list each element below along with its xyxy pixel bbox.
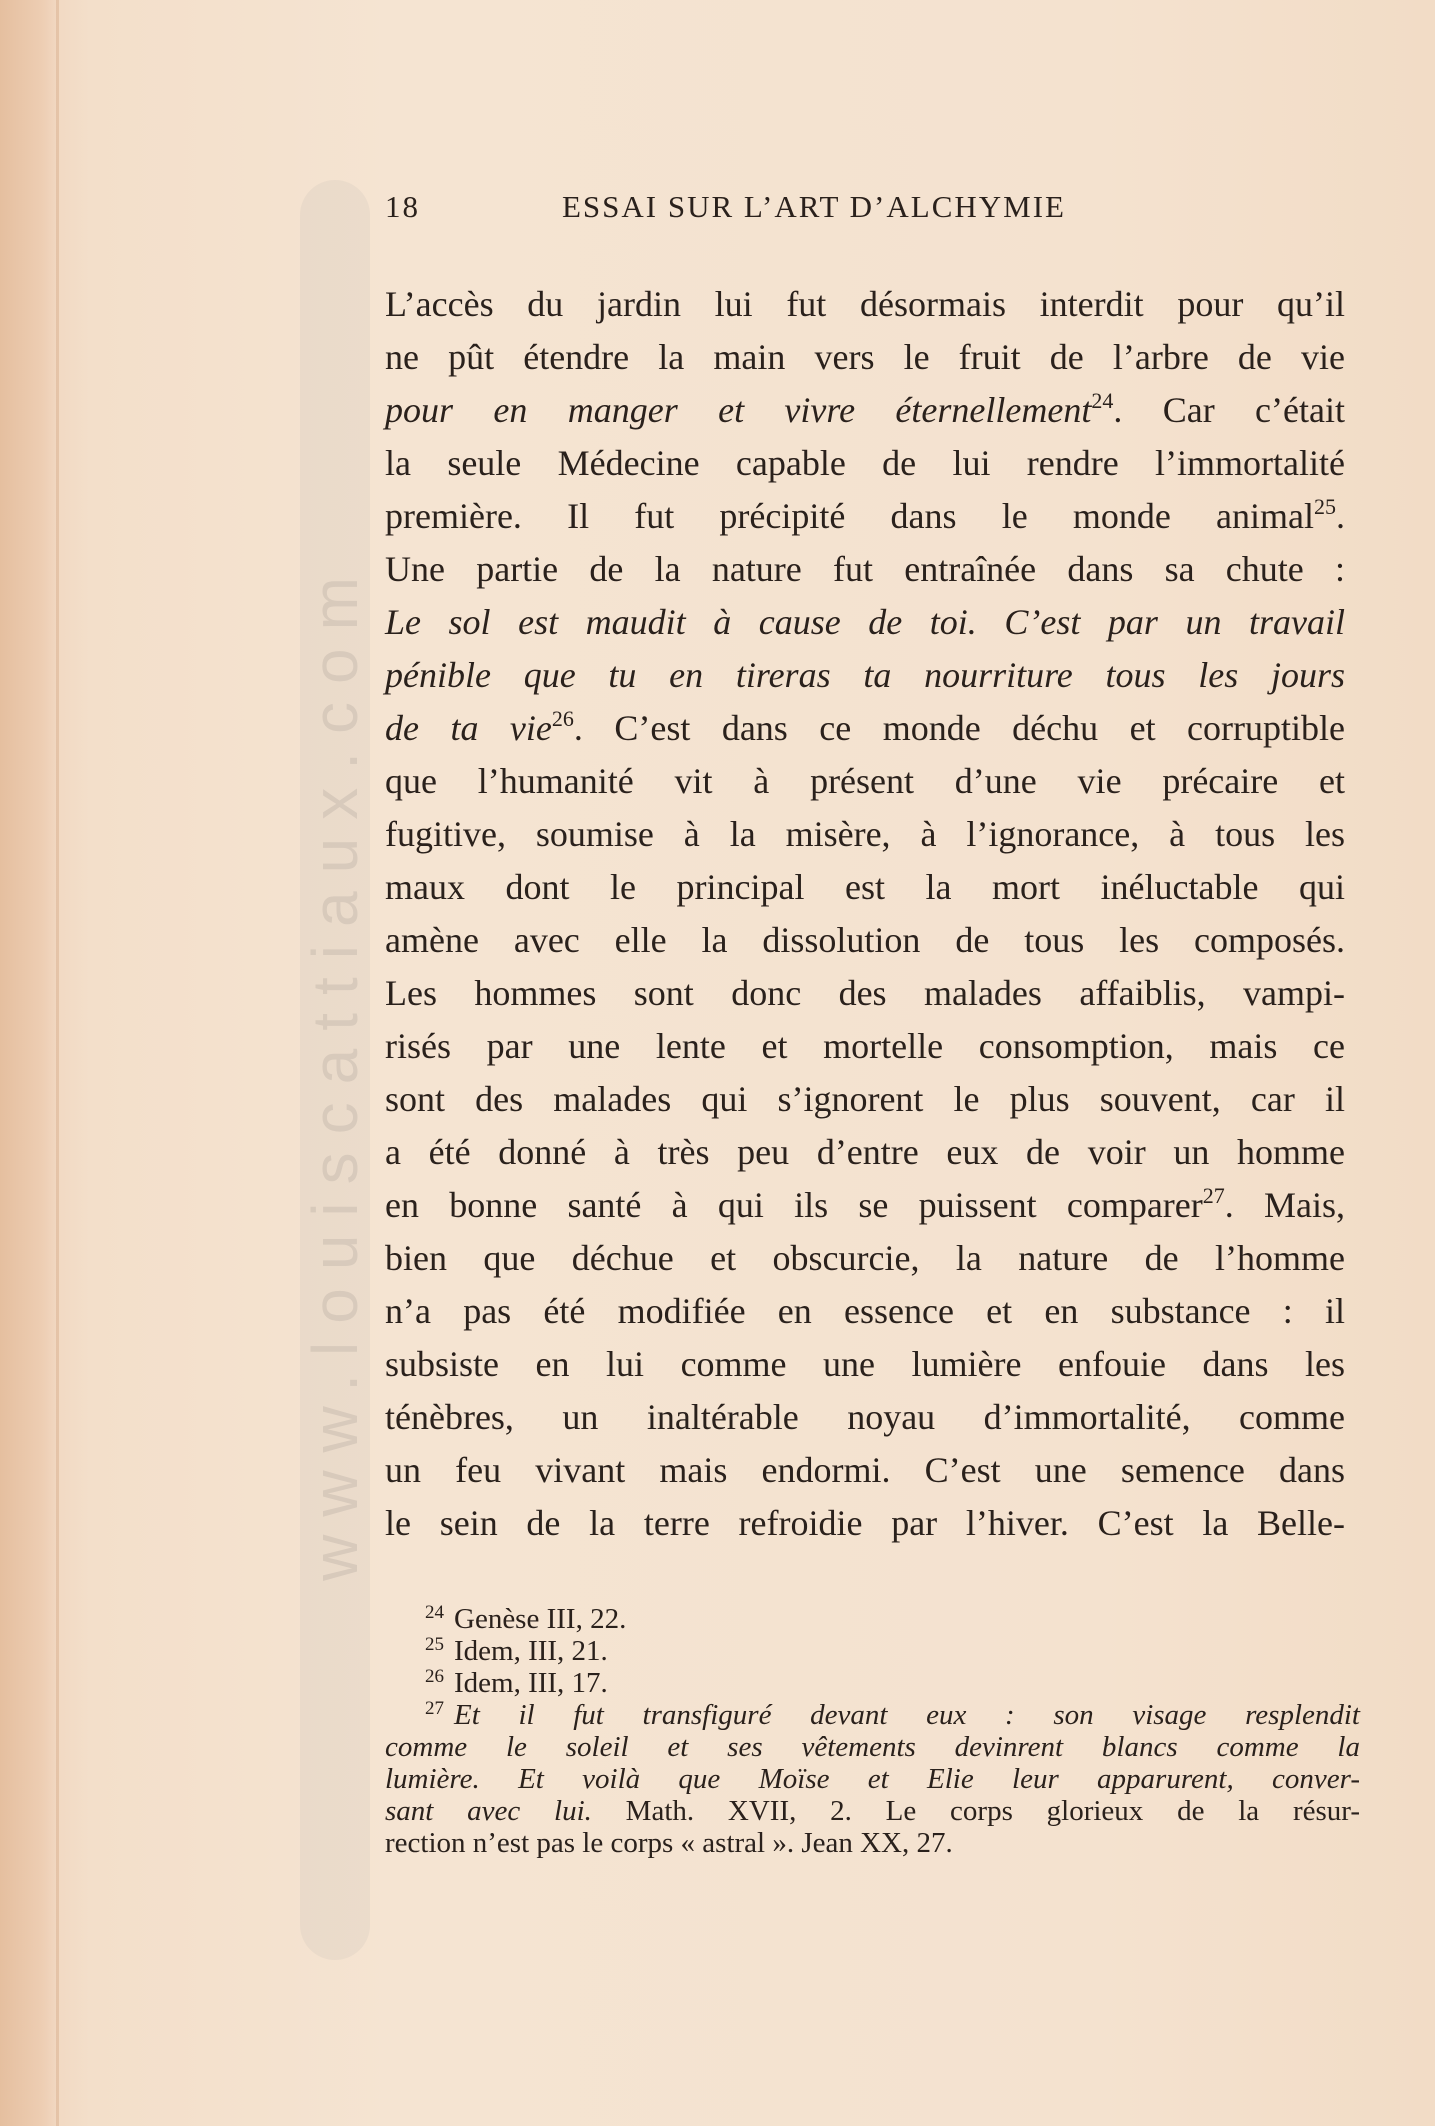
- text-fragment: . C’est dans ce monde déchu et corruptible: [573, 708, 1345, 748]
- text-line: ne pût étendre la main vers le fruit de l’arbre de vie: [385, 337, 1345, 377]
- page-fold-shadow: [56, 0, 59, 2126]
- text-line: le sein de la terre refroidie par l’hiver. C’est la Belle-: [385, 1503, 1345, 1543]
- footnote-number: 24: [425, 1602, 444, 1623]
- body-text: [385, 278, 1345, 1550]
- text-fragment: . Mais,: [1224, 1185, 1346, 1225]
- footnote-25: [385, 1635, 1360, 1667]
- text-line: Une partie de la nature fut entraînée dans sa chute :: [385, 549, 1345, 589]
- text-line: [385, 1179, 1345, 1232]
- footnote-24: [385, 1603, 1360, 1635]
- text-line: n’a pas été modifiée en essence et en substance : il: [385, 1291, 1345, 1331]
- text-line: sont des malades qui s’ignorent le plus souvent, car il: [385, 1079, 1345, 1119]
- footnote-text: Math. XVII, 2. Le corps glorieux de la résur-: [591, 1795, 1360, 1827]
- footnote-ref: 26: [551, 706, 574, 731]
- text-line: [385, 490, 1345, 543]
- text-line: fugitive, soumise à la misère, à l’ignorance, à tous les: [385, 814, 1345, 854]
- footnote-number: 27: [425, 1698, 444, 1719]
- text-line: la seule Médecine capable de lui rendre l’immortalité: [385, 443, 1345, 483]
- text-line: amène avec elle la dissolution de tous les composés.: [385, 920, 1345, 960]
- text-fragment: . Car c’était: [1113, 390, 1345, 430]
- text-line: subsiste en lui comme une lumière enfouie dans les: [385, 1344, 1345, 1384]
- text-fragment: première. Il fut précipité dans le monde animal: [385, 496, 1314, 536]
- text-fragment: .: [1336, 496, 1345, 536]
- text-fragment: en bonne santé à qui ils se puissent comparer: [385, 1185, 1203, 1225]
- footnote-text: sant avec lui.: [385, 1795, 592, 1827]
- running-title: ESSAI SUR L’ART D’ALCHYMIE: [562, 189, 1066, 224]
- footnote-number: 26: [425, 1666, 444, 1687]
- footnote-text: Idem, III, 17.: [454, 1667, 608, 1699]
- footnotes: [385, 1603, 1360, 1859]
- footnote-number: 25: [425, 1634, 444, 1655]
- italic-quote: de ta vie: [385, 708, 552, 748]
- footnote-26: [385, 1667, 1360, 1699]
- footnote-ref: 25: [1314, 494, 1336, 519]
- footnote-text-line: [385, 1795, 1360, 1827]
- text-line: a été donné à très peu d’entre eux de voir un homme: [385, 1132, 1345, 1172]
- text-line: bien que déchue et obscurcie, la nature de l’homme: [385, 1238, 1345, 1278]
- text-line: pénible que tu en tireras ta nourriture tous les jours: [385, 655, 1345, 695]
- footnote-text: rection n’est pas le corps « astral ». Jean XX, 27.: [385, 1827, 953, 1859]
- footnote-text: Genèse III, 22.: [454, 1603, 627, 1635]
- italic-quote: pour en manger et vivre éternellement: [385, 390, 1092, 430]
- footnote-text: lumière. Et voilà que Moïse et Elie leur apparurent, conver-: [385, 1763, 1360, 1795]
- footnote-ref: 24: [1091, 388, 1114, 413]
- footnote-text: comme le soleil et ses vêtements devinrent blancs comme la: [385, 1731, 1360, 1763]
- text-line: que l’humanité vit à présent d’une vie précaire et: [385, 761, 1345, 801]
- text-line: risés par une lente et mortelle consomption, mais ce: [385, 1026, 1345, 1066]
- footnote-text: Idem, III, 21.: [454, 1635, 608, 1667]
- text-line: [385, 702, 1345, 755]
- running-header: [385, 189, 1315, 239]
- page-left-edge: [0, 0, 58, 2126]
- footnote-27: [385, 1699, 1360, 1731]
- watermark-text: www.louiscattiaux.com: [299, 559, 371, 1581]
- text-line: maux dont le principal est la mort inéluctable qui: [385, 867, 1345, 907]
- page-number: 18: [385, 189, 420, 224]
- text-line: Le sol est maudit à cause de toi. C’est par un travail: [385, 602, 1345, 642]
- text-line: un feu vivant mais endormi. C’est une semence dans: [385, 1450, 1345, 1490]
- text-line: Les hommes sont donc des malades affaiblis, vampi-: [385, 973, 1345, 1013]
- text-line: L’accès du jardin lui fut désormais interdit pour qu’il: [385, 284, 1345, 324]
- footnote-ref: 27: [1202, 1183, 1225, 1208]
- text-line: ténèbres, un inaltérable noyau d’immortalité, comme: [385, 1397, 1345, 1437]
- text-line: [385, 384, 1345, 437]
- footnote-text: Et il fut transfiguré devant eux : son visage resplendit: [454, 1699, 1360, 1731]
